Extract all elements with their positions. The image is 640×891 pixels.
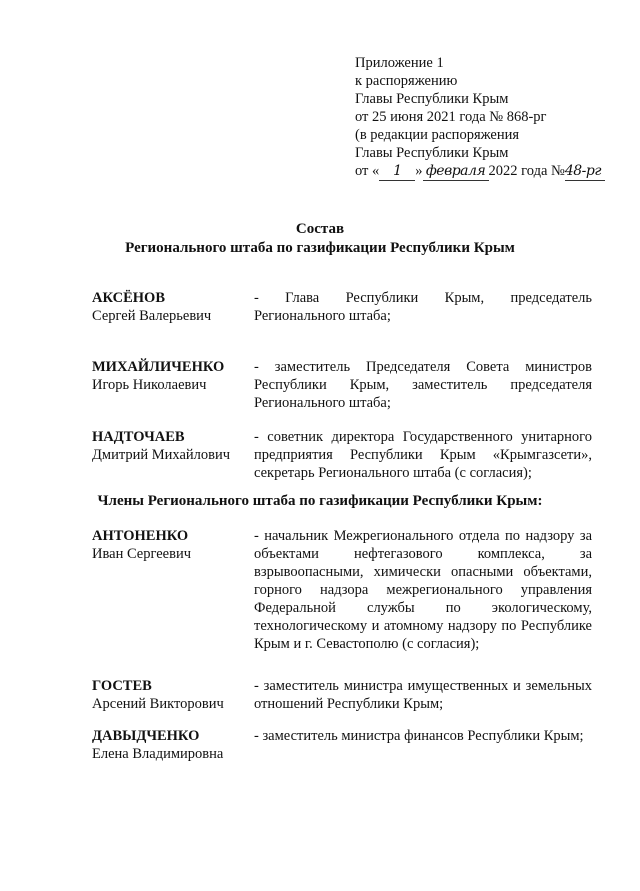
person-surname: ДАВЫДЧЕНКО <box>92 728 200 744</box>
member-row <box>92 677 598 713</box>
date-year: 2022 года № <box>488 163 565 179</box>
person-given-name: Дмитрий Михайлович <box>92 447 231 463</box>
appendix-line: к распоряжению <box>355 73 458 89</box>
person-name <box>92 727 254 763</box>
date-number: 48-рг <box>565 162 605 181</box>
staff-row <box>92 289 598 325</box>
person-name <box>92 289 254 325</box>
appendix-line: (в редакции распоряжения <box>355 127 520 143</box>
date-mid: » <box>415 163 423 179</box>
appendix-date-line <box>355 162 625 181</box>
person-surname: АНТОНЕНКО <box>92 528 189 544</box>
date-month: февраля <box>423 162 489 181</box>
person-role: - заместитель министра финансов Республики Крым; <box>254 728 584 744</box>
appendix-block <box>355 54 625 181</box>
members-heading: Члены Регионального штаба по газификации Республики Крым: <box>97 493 543 509</box>
appendix-line: Главы Республики Крым <box>355 91 509 107</box>
member-row <box>92 727 598 763</box>
title-line-2: Регионального штаба по газификации Республики Крым <box>125 240 515 256</box>
appendix-line: от 25 июня 2021 года № 868-рг <box>355 109 547 125</box>
staff-row <box>92 428 598 482</box>
title-line-1: Состав <box>295 221 345 237</box>
person-role: - начальник Межрегионального отдела по надзору за объектами нефтегазового комплекса, за взрывоопасными, химически опасными объектами, горного надзора межрегионального управления Федеральной службы по экологическому, технологическому и атомному надзору по Республике Крым и г. Севастополю (с согласия); <box>254 528 592 652</box>
person-surname: НАДТОЧАЕВ <box>92 429 185 445</box>
person-name <box>92 428 254 482</box>
appendix-line: Приложение 1 <box>355 55 444 71</box>
person-role: - Глава Республики Крым, председатель Регионального штаба; <box>254 290 592 324</box>
person-given-name: Иван Сергеевич <box>92 546 192 562</box>
person-name <box>92 527 254 653</box>
member-row <box>92 527 598 653</box>
person-surname: МИХАЙЛИЧЕНКО <box>92 359 225 375</box>
person-role: - заместитель министра имущественных и земельных отношений Республики Крым; <box>254 678 592 712</box>
person-given-name: Сергей Валерьевич <box>92 308 212 324</box>
document-title <box>0 220 640 258</box>
person-given-name: Елена Владимировна <box>92 746 224 762</box>
person-given-name: Игорь Николаевич <box>92 377 207 393</box>
person-given-name: Арсений Викторович <box>92 696 224 712</box>
date-prefix: от « <box>355 163 380 179</box>
person-name <box>92 677 254 713</box>
person-surname: ГОСТЕВ <box>92 678 152 694</box>
date-day: 1 <box>379 162 415 181</box>
person-role: - советник директора Государственного унитарного предприятия Республики Крым «Крымгазсети», секретарь Регионального штаба (с согласия); <box>254 429 592 481</box>
staff-row <box>92 358 598 412</box>
person-role: - заместитель Председателя Совета министров Республики Крым, заместитель председателя Регионального штаба; <box>254 359 592 411</box>
appendix-line: Главы Республики Крым <box>355 145 509 161</box>
person-name <box>92 358 254 412</box>
person-surname: АКСЁНОВ <box>92 290 165 306</box>
